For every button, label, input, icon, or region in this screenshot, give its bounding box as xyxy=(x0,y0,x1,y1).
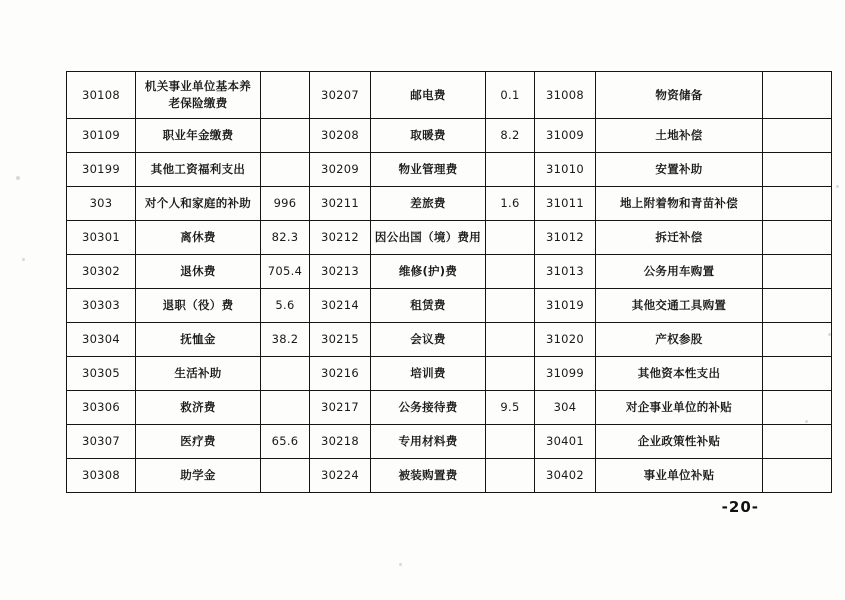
cell-name-col3: 拆迁补偿 xyxy=(596,221,763,255)
cell-name-col2: 被装购置费 xyxy=(371,459,486,493)
cell-name-col1: 对个人和家庭的补助 xyxy=(136,187,261,221)
cell-name-col1: 生活补助 xyxy=(136,357,261,391)
cell-code-col3: 31020 xyxy=(535,323,596,357)
table-row xyxy=(67,289,832,323)
cell-code-col1: 30302 xyxy=(67,255,136,289)
cell-name-col3: 其他交通工具购置 xyxy=(596,289,763,323)
cell-name-col2: 因公出国（境）费用 xyxy=(371,221,486,255)
cell-code-col3: 30402 xyxy=(535,459,596,493)
cell-code-col1: 30199 xyxy=(67,153,136,187)
cell-code-col1: 303 xyxy=(67,187,136,221)
cell-code-col3: 31009 xyxy=(535,119,596,153)
cell-name-col1: 离休费 xyxy=(136,221,261,255)
cell-value-col1 xyxy=(261,459,310,493)
cell-value-col1 xyxy=(261,357,310,391)
cell-name-col3: 事业单位补贴 xyxy=(596,459,763,493)
cell-name-col2: 会议费 xyxy=(371,323,486,357)
cell-value-col2 xyxy=(486,221,535,255)
cell-code-col2: 30212 xyxy=(310,221,371,255)
cell-value-col3 xyxy=(763,459,832,493)
cell-value-col2 xyxy=(486,153,535,187)
cell-value-col3 xyxy=(763,391,832,425)
cell-code-col1: 30108 xyxy=(67,72,136,119)
cell-code-col1: 30304 xyxy=(67,323,136,357)
cell-code-col2: 30209 xyxy=(310,153,371,187)
cell-name-col1: 其他工资福利支出 xyxy=(136,153,261,187)
cell-code-col3: 30401 xyxy=(535,425,596,459)
cell-name-col3: 对企事业单位的补贴 xyxy=(596,391,763,425)
cell-value-col1: 996 xyxy=(261,187,310,221)
cell-name-col1: 救济费 xyxy=(136,391,261,425)
page-number: -20- xyxy=(721,498,759,516)
cell-value-col2: 8.2 xyxy=(486,119,535,153)
cell-name-col3: 安置补助 xyxy=(596,153,763,187)
table-row xyxy=(67,72,832,119)
table-row xyxy=(67,323,832,357)
table-row xyxy=(67,153,832,187)
cell-code-col2: 30217 xyxy=(310,391,371,425)
cell-value-col3 xyxy=(763,289,832,323)
cell-name-col3: 其他资本性支出 xyxy=(596,357,763,391)
table-row xyxy=(67,119,832,153)
cell-value-col1: 38.2 xyxy=(261,323,310,357)
cell-value-col2 xyxy=(486,459,535,493)
cell-code-col1: 30306 xyxy=(67,391,136,425)
cell-name-col3: 企业政策性补贴 xyxy=(596,425,763,459)
cell-name-col1-line1: 机关事业单位基本养 xyxy=(144,79,252,94)
cell-name-col2: 取暖费 xyxy=(371,119,486,153)
cell-code-col1: 30305 xyxy=(67,357,136,391)
cell-value-col2: 1.6 xyxy=(486,187,535,221)
cell-value-col1 xyxy=(261,391,310,425)
cell-name-col3: 物资储备 xyxy=(596,72,763,119)
budget-expenditure-table xyxy=(66,71,832,493)
cell-code-col1: 30308 xyxy=(67,459,136,493)
cell-name-col1-line2: 老保险缴费 xyxy=(168,96,228,110)
cell-name-col1: 职业年金缴费 xyxy=(136,119,261,153)
cell-name-col3: 土地补偿 xyxy=(596,119,763,153)
cell-code-col2: 30213 xyxy=(310,255,371,289)
cell-name-col3: 地上附着物和青苗补偿 xyxy=(596,187,763,221)
cell-value-col2 xyxy=(486,323,535,357)
cell-code-col2: 30208 xyxy=(310,119,371,153)
cell-value-col2 xyxy=(486,289,535,323)
table-row xyxy=(67,459,832,493)
cell-value-col2: 9.5 xyxy=(486,391,535,425)
cell-code-col3: 31012 xyxy=(535,221,596,255)
cell-name-col2: 维修(护)费 xyxy=(371,255,486,289)
cell-code-col1: 30301 xyxy=(67,221,136,255)
cell-code-col1: 30109 xyxy=(67,119,136,153)
cell-value-col1: 82.3 xyxy=(261,221,310,255)
table-row xyxy=(67,425,832,459)
cell-value-col2 xyxy=(486,425,535,459)
table-row xyxy=(67,357,832,391)
cell-value-col1 xyxy=(261,72,310,119)
cell-name-col2: 邮电费 xyxy=(371,72,486,119)
scan-speck xyxy=(399,563,402,566)
cell-value-col3 xyxy=(763,323,832,357)
cell-code-col2: 30216 xyxy=(310,357,371,391)
cell-value-col3 xyxy=(763,221,832,255)
cell-code-col1: 30307 xyxy=(67,425,136,459)
table-body xyxy=(67,72,832,493)
cell-name-col1: 退休费 xyxy=(136,255,261,289)
cell-code-col3: 31011 xyxy=(535,187,596,221)
cell-value-col3 xyxy=(763,425,832,459)
cell-value-col1 xyxy=(261,153,310,187)
table-row xyxy=(67,221,832,255)
cell-name-col1 xyxy=(136,72,261,119)
cell-code-col3: 31013 xyxy=(535,255,596,289)
cell-code-col3: 31008 xyxy=(535,72,596,119)
table-row xyxy=(67,391,832,425)
cell-name-col1: 助学金 xyxy=(136,459,261,493)
cell-code-col2: 30207 xyxy=(310,72,371,119)
cell-value-col1: 5.6 xyxy=(261,289,310,323)
cell-value-col3 xyxy=(763,119,832,153)
cell-value-col3 xyxy=(763,255,832,289)
cell-code-col3: 31099 xyxy=(535,357,596,391)
cell-name-col2: 物业管理费 xyxy=(371,153,486,187)
cell-value-col3 xyxy=(763,72,832,119)
cell-code-col3: 31019 xyxy=(535,289,596,323)
cell-code-col2: 30211 xyxy=(310,187,371,221)
cell-name-col3: 产权参股 xyxy=(596,323,763,357)
cell-name-col2: 租赁费 xyxy=(371,289,486,323)
cell-code-col3: 31010 xyxy=(535,153,596,187)
cell-code-col2: 30214 xyxy=(310,289,371,323)
cell-value-col2 xyxy=(486,255,535,289)
cell-name-col2: 差旅费 xyxy=(371,187,486,221)
cell-code-col2: 30218 xyxy=(310,425,371,459)
cell-name-col1: 医疗费 xyxy=(136,425,261,459)
cell-code-col3: 304 xyxy=(535,391,596,425)
cell-name-col2: 专用材料费 xyxy=(371,425,486,459)
table-row xyxy=(67,187,832,221)
cell-value-col3 xyxy=(763,153,832,187)
cell-name-col1: 退职（役）费 xyxy=(136,289,261,323)
cell-code-col1: 30303 xyxy=(67,289,136,323)
cell-value-col2: 0.1 xyxy=(486,72,535,119)
cell-value-col1: 65.6 xyxy=(261,425,310,459)
scan-speck xyxy=(836,185,839,188)
cell-value-col3 xyxy=(763,187,832,221)
table-row xyxy=(67,255,832,289)
cell-name-col3: 公务用车购置 xyxy=(596,255,763,289)
scan-speck xyxy=(22,258,25,261)
cell-value-col2 xyxy=(486,357,535,391)
cell-name-col1: 抚恤金 xyxy=(136,323,261,357)
scan-speck xyxy=(16,176,20,180)
cell-code-col2: 30224 xyxy=(310,459,371,493)
cell-code-col2: 30215 xyxy=(310,323,371,357)
cell-value-col3 xyxy=(763,357,832,391)
cell-name-col2: 公务接待费 xyxy=(371,391,486,425)
cell-value-col1: 705.4 xyxy=(261,255,310,289)
cell-value-col1 xyxy=(261,119,310,153)
cell-name-col2: 培训费 xyxy=(371,357,486,391)
